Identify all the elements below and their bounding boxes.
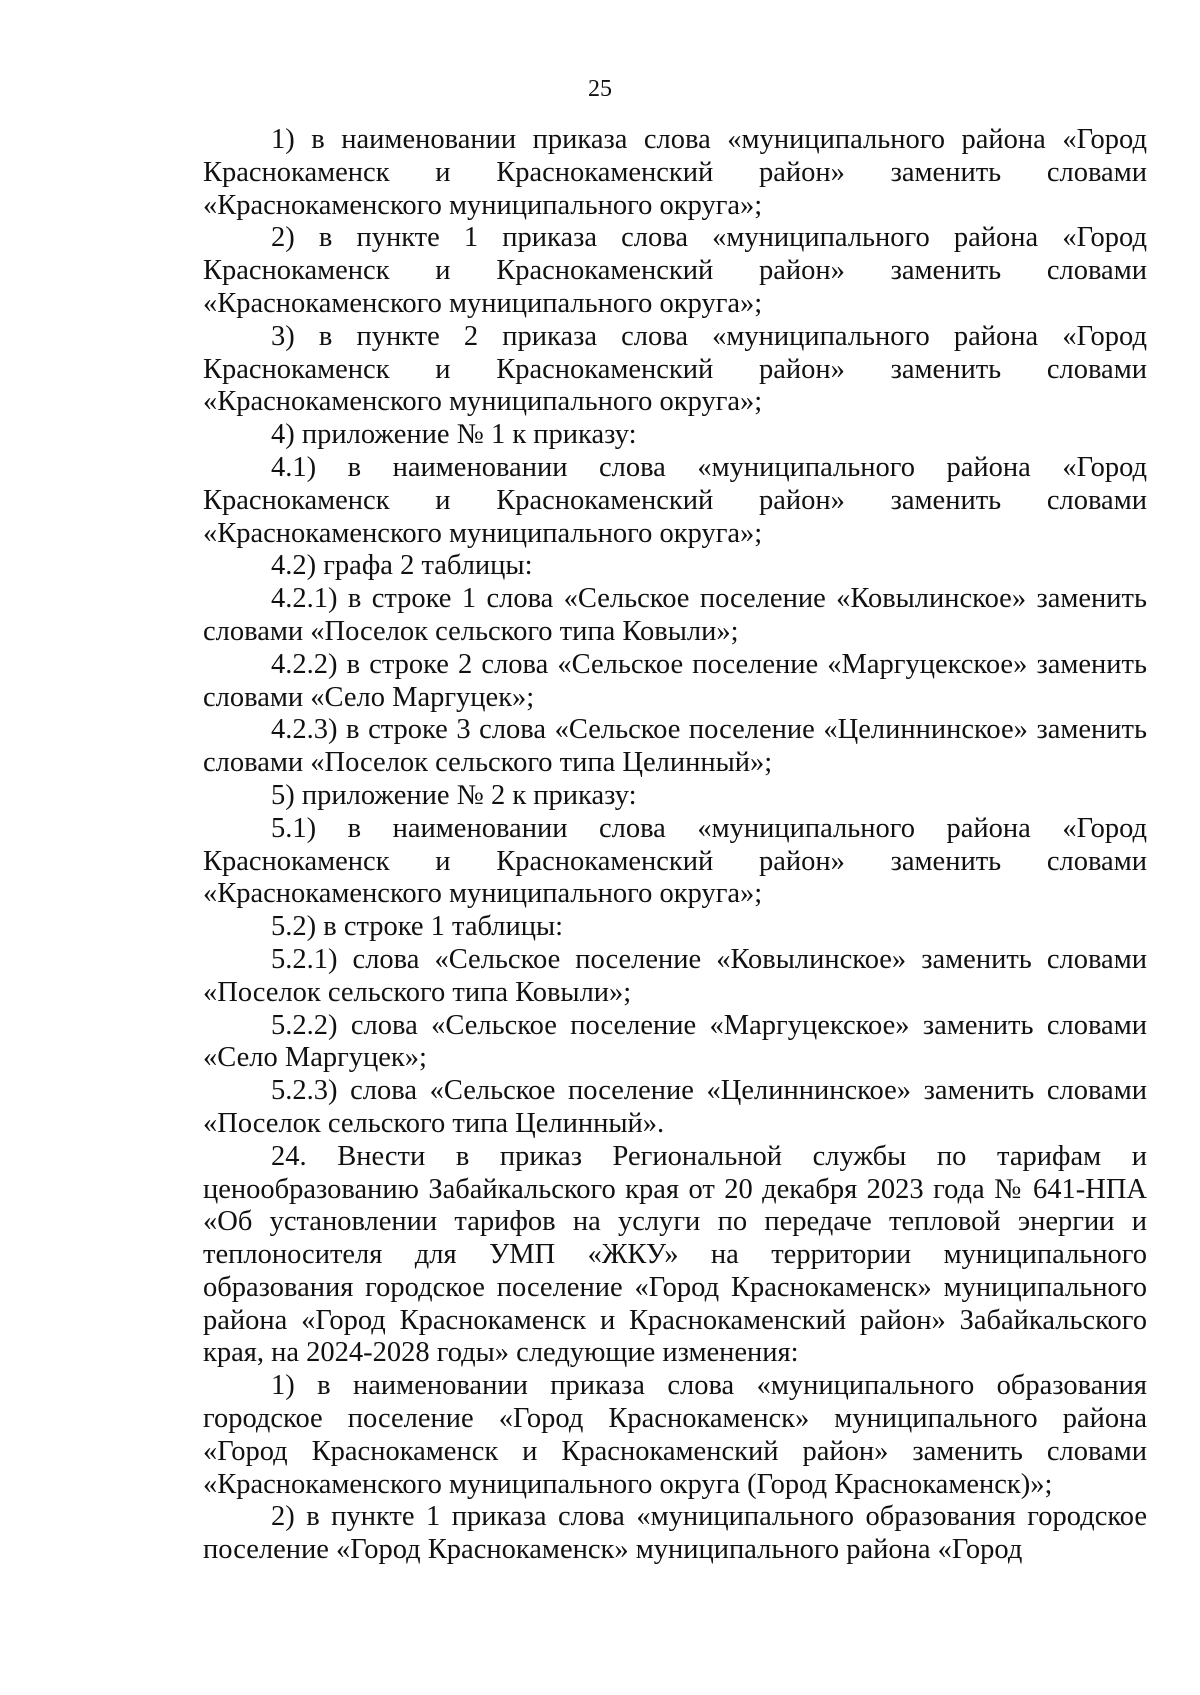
paragraph: 24. Внести в приказ Региональной службы по тарифам и ценообразованию Забайкальского края от 20 декабря 2023 года № 641-НПА «Об установлении тарифов на услуги по передаче тепловой энергии и теплоносителя для УМП «ЖКУ» на территории муниципального образования городское поселение «Город Краснокаменск» муниципального района «Город Краснокаменск и Краснокаменский район» Забайкальского края, на 2024-2028 годы» следующие изменения:	[203, 1140, 1147, 1369]
paragraph: 4) приложение № 1 к приказу:	[271, 419, 637, 451]
document-body	[203, 124, 1147, 1567]
paragraph: 2) в пункте 1 приказа слова «муниципального образования городское поселение «Город Краснокаменск» муниципального района «Город	[203, 1501, 1147, 1566]
paragraph: 4.2.2) в строке 2 слова «Сельское поселение «Маргуцекское» заменить словами «Село Маргуцек»;	[203, 648, 1147, 713]
paragraph: 5) приложение № 2 к приказу:	[271, 779, 637, 811]
paragraph: 5.2) в строке 1 таблицы:	[271, 911, 564, 943]
paragraph: 4.2.1) в строке 1 слова «Сельское поселение «Ковылинское» заменить словами «Поселок сельского типа Ковыли»;	[203, 583, 1147, 647]
paragraph: 5.1) в наименовании слова «муниципального района «Город Краснокаменск и Краснокаменский район» заменить словами «Краснокаменского муниципального округа»;	[203, 812, 1147, 910]
paragraph: 1) в наименовании приказа слова «муниципального района «Город Краснокаменск и Краснокаменский район» заменить словами «Краснокаменского муниципального округа»;	[203, 124, 1147, 221]
paragraph: 5.2.3) слова «Сельское поселение «Целиннинское» заменить словами «Поселок сельского типа Целинный».	[203, 1075, 1147, 1139]
page-number: 25	[588, 76, 612, 102]
paragraph: 1) в наименовании приказа слова «муниципального образования городское поселение «Город Краснокаменск» муниципального района «Город Краснокаменск и Краснокаменский район» заменить словами «Краснокаменского муниципального округа (Город Краснокаменск)»;	[203, 1370, 1147, 1500]
paragraph: 4.2) графа 2 таблицы:	[271, 550, 533, 582]
paragraph: 5.2.2) слова «Сельское поселение «Маргуцекское» заменить словами «Село Маргуцек»;	[203, 1009, 1147, 1074]
paragraph: 4.1) в наименовании слова «муниципального района «Город Краснокаменск и Краснокаменский район» заменить словами «Краснокаменского муниципального округа»;	[203, 451, 1147, 549]
paragraph: 5.2.1) слова «Сельское поселение «Ковылинское» заменить словами «Поселок сельского типа Ковыли»;	[203, 943, 1147, 1008]
paragraph: 4.2.3) в строке 3 слова «Сельское поселение «Целиннинское» заменить словами «Поселок сельского типа Целинный»;	[203, 714, 1147, 779]
paragraph: 2) в пункте 1 приказа слова «муниципального района «Город Краснокаменск и Краснокаменский район» заменить словами «Краснокаменского муниципального округа»;	[203, 222, 1147, 319]
paragraph: 3) в пункте 2 приказа слова «муниципального района «Город Краснокаменск и Краснокаменский район» заменить словами «Краснокаменского муниципального округа»;	[203, 320, 1147, 418]
